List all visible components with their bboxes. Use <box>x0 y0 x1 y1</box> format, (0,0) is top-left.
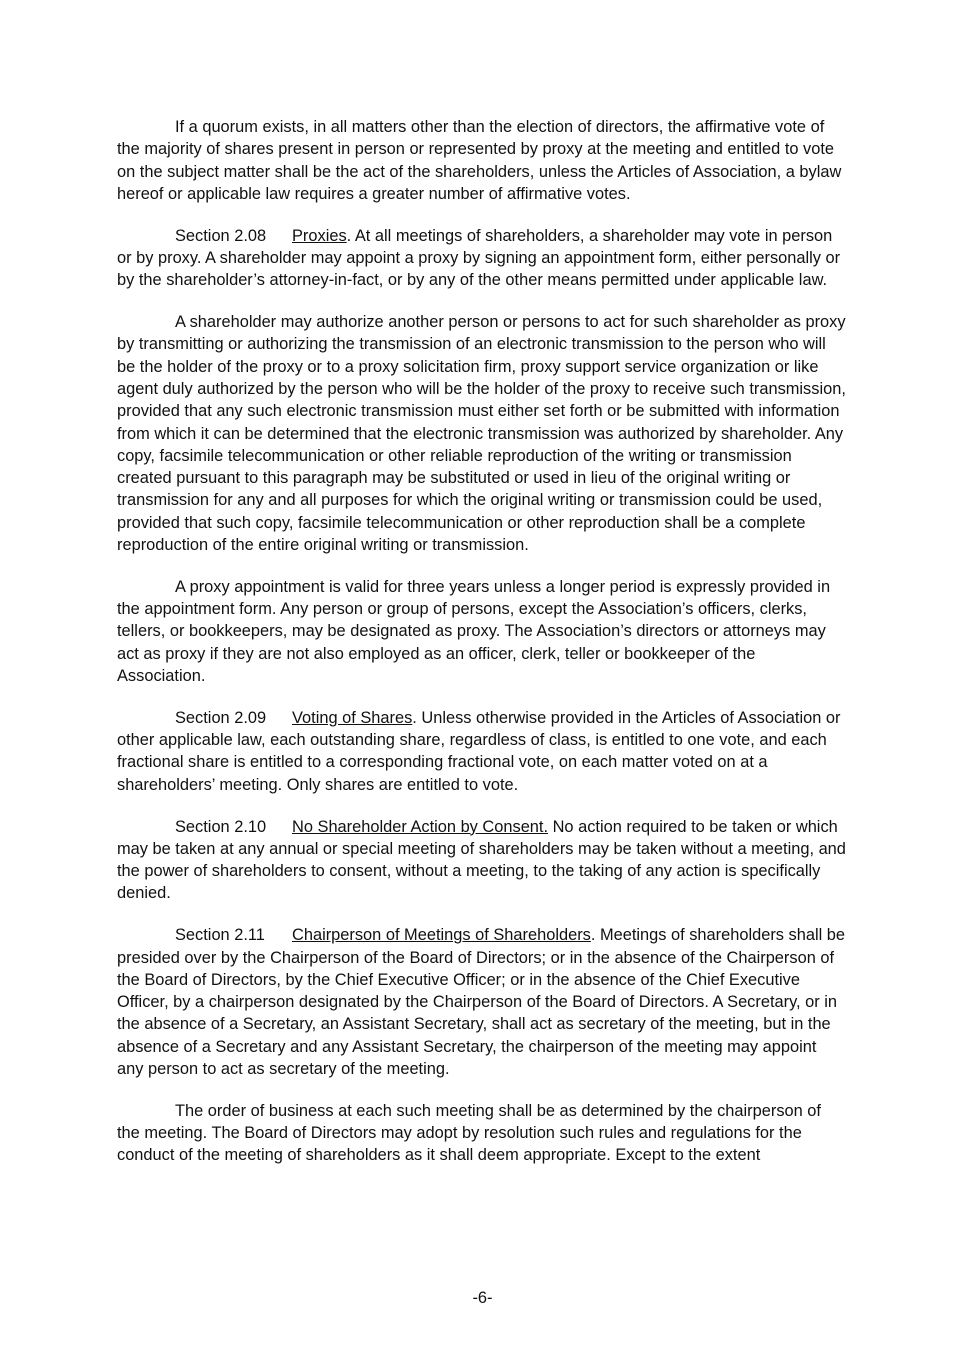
section-2-08-proxies <box>117 225 847 292</box>
paragraph-electronic-transmission <box>117 311 847 556</box>
section-title: Proxies <box>292 226 347 245</box>
paragraph-quorum-vote <box>117 116 847 205</box>
paragraph-text: A proxy appointment is valid for three years unless a longer period is expressly provided in the appointment form. Any person or group of persons, except the Association’s officers, clerks, tellers, or bookkeepers, may be designated as proxy. The Association’s directors or attorneys may act as proxy if they are not also employed as an officer, clerk, teller or bookkeeper of the Association. <box>117 577 831 686</box>
section-2-09-voting-of-shares <box>117 707 847 796</box>
paragraph-text: . Unless otherwise provided in the Articles of Association or other applicable law, each outstanding share, regardless of class, is entitled to one vote, and each fractional share is entitled to a corresponding fractional vote, on each matter voted on at a shareholders’ meeting. Only shares are entitled to vote. <box>117 708 841 794</box>
paragraph-text: . Meetings of shareholders shall be presided over by the Chairperson of the Board of Directors; or in the absence of the Chairperson of the Board of Directors, by the Chief Executive Officer; or in the absence of the Chief Executive Officer, by a chairperson designated by the Chairperson of the Board of Directors. A Secretary, or in the absence of a Secretary, an Assistant Secretary, shall act as secretary of the meeting, but in the absence of a Secretary and any Assistant Secretary, the chairperson of the meeting may appoint any person to act as secretary of the meeting. <box>117 926 846 1078</box>
page-number: -6- <box>472 1289 493 1307</box>
section-title: No Shareholder Action by Consent. <box>292 817 549 836</box>
paragraph-text: No action required to be taken or which may be taken at any annual or special meeting of shareholders may be taken without a meeting, and the power of shareholders to consent, without a meeting, to the taking of any action is specifically denied. <box>117 817 846 903</box>
document-body <box>117 116 847 1186</box>
section-number: Section 2.10 <box>175 817 267 836</box>
section-title: Chairperson of Meetings of Shareholders <box>292 926 591 945</box>
section-number: Section 2.11 <box>175 926 265 945</box>
paragraph-text: A shareholder may authorize another person or persons to act for such shareholder as proxy by transmitting or authorizing the transmission of an electronic transmission to the person who will be the holder of the proxy or to a proxy solicitation firm, proxy support service organization or like agent duly authorized by the person who will be the holder of the proxy to receive such transmission, provided that any such electronic transmission must either set forth or be submitted with information from which it can be determined that the electronic transmission was authorized by shareholder. Any copy, facsimile telecommunication or other reliable reproduction of the writing or transmission created pursuant to this paragraph may be substituted or used in lieu of the original writing or transmission for any and all purposes for which the original writing or transmission could be used, provided that such copy, facsimile telecommunication or other reproduction shall be a complete reproduction of the entire original writing or transmission. <box>117 313 846 555</box>
section-2-10-no-action-by-consent <box>117 816 847 905</box>
section-title: Voting of Shares <box>292 708 413 727</box>
paragraph-text: If a quorum exists, in all matters other than the election of directors, the affirmative vote of the majority of shares present in person or represented by proxy at the meeting and entitled to vote on the subject matter shall be the act of the shareholders, unless the Articles of Association, a bylaw hereof or applicable law requires a greater number of affirmative votes. <box>117 118 842 203</box>
paragraph-order-of-business <box>117 1100 847 1167</box>
section-number: Section 2.09 <box>175 708 267 727</box>
paragraph-text: The order of business at each such meeting shall be as determined by the chairperson of the meeting. The Board of Directors may adopt by resolution such rules and regulations for the conduct of the meeting of shareholders as it shall deem appropriate. Except to the extent <box>117 1101 821 1165</box>
paragraph-proxy-validity <box>117 576 847 687</box>
section-2-11-chairperson <box>117 924 847 1080</box>
section-number: Section 2.08 <box>175 226 267 245</box>
paragraph-text: . At all meetings of shareholders, a shareholder may vote in person or by proxy. A shareholder may appoint a proxy by signing an appointment form, either personally or by the shareholder’s attorney-in-fact, or by any of the other means permitted under applicable law. <box>117 226 841 290</box>
